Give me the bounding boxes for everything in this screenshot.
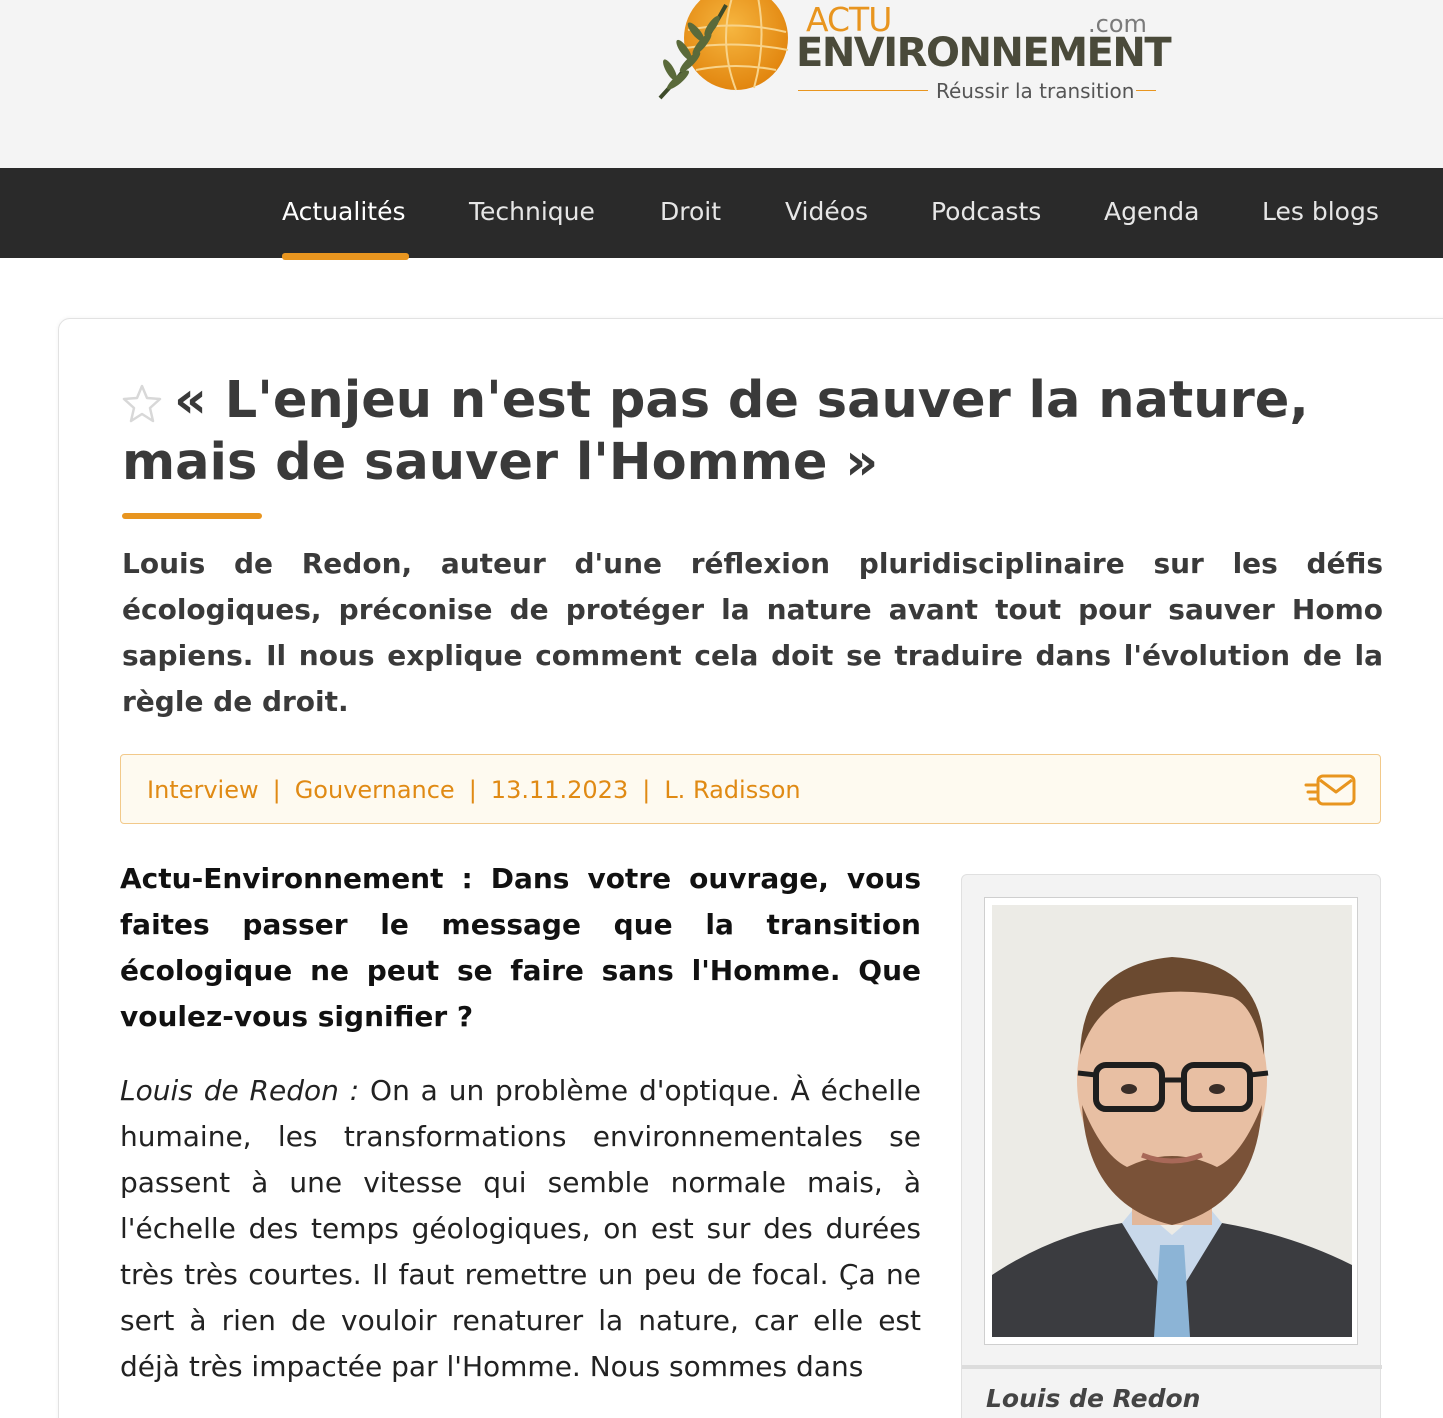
meta-type-link[interactable]: Interview	[147, 776, 259, 804]
nav-item-videos[interactable]: Vidéos	[785, 197, 869, 226]
answer-speaker: Louis de Redon :	[120, 1074, 360, 1107]
main-nav	[0, 168, 1443, 258]
interview-answer	[120, 1068, 921, 1390]
meta-category-link[interactable]: Gouvernance	[294, 776, 455, 804]
meta-date: 13.11.2023	[490, 776, 629, 804]
nav-item-technique[interactable]: Technique	[469, 197, 595, 226]
logo-tagline: Réussir la transition	[936, 79, 1135, 103]
nav-item-agenda[interactable]: Agenda	[1104, 197, 1200, 226]
logo-tld-text: .com	[1088, 10, 1147, 38]
article-title: « L'enjeu n'est pas de sauver la nature, mais de sauver l'Homme »	[122, 371, 1309, 492]
title-accent-bar	[122, 513, 262, 519]
nav-item-actualites[interactable]: Actualités	[282, 197, 406, 226]
article-lede: Louis de Redon, auteur d'une réflexion pluridisciplinaire sur les défis écologiques, préconise de protéger la nature avant tout pour sauver Homo sapiens. Il nous explique comment cela doit se traduire dans l'évolution de la règle de droit.	[122, 547, 1383, 718]
photo-divider	[962, 1365, 1382, 1369]
send-mail-icon[interactable]	[1304, 771, 1358, 809]
logo-actu-text: ACTU	[806, 0, 892, 39]
interview-question: Actu-Environnement : Dans votre ouvrage, vous faites passer le message que la transition écologique ne peut se faire sans l'Homme. Que voulez-vous signifier ?	[120, 862, 921, 1033]
photo-frame	[984, 897, 1358, 1345]
globe-leaf-logo-icon	[656, 0, 806, 105]
article-meta-bar	[120, 754, 1381, 824]
meta-separator: |	[642, 776, 651, 804]
answer-text: On a un problème d'optique. À échelle humaine, les transformations environnementales se passent à une vitesse qui semble normale mais, à l'échelle des temps géologiques, on est sur des durées très très courtes. Il faut remettre un peu de focal. Ça ne sert à rien de vouloir renaturer la nature, car elle est déjà très impactée par l'Homme. Nous sommes dans	[120, 1074, 922, 1383]
photo-caption: Louis de Redon	[986, 1384, 1201, 1413]
logo-environnement-text: ENVIRONNEMENT	[796, 30, 1171, 76]
meta-author-link[interactable]: L. Radisson	[664, 776, 801, 804]
logo-tagline-rule-right	[1136, 90, 1156, 91]
nav-item-podcasts[interactable]: Podcasts	[931, 197, 1042, 226]
meta-separator: |	[272, 776, 281, 804]
logo-tagline-rule	[798, 90, 928, 91]
nav-item-les-blogs[interactable]: Les blogs	[1262, 197, 1379, 226]
article-meta	[147, 774, 801, 806]
nav-item-droit[interactable]: Droit	[660, 197, 722, 226]
nav-active-indicator	[282, 253, 409, 260]
meta-separator: |	[468, 776, 477, 804]
site-logo[interactable]	[656, 0, 1171, 110]
interviewee-photo-card	[961, 874, 1381, 1418]
interviewee-portrait[interactable]	[992, 905, 1352, 1337]
site-header	[0, 0, 1443, 168]
